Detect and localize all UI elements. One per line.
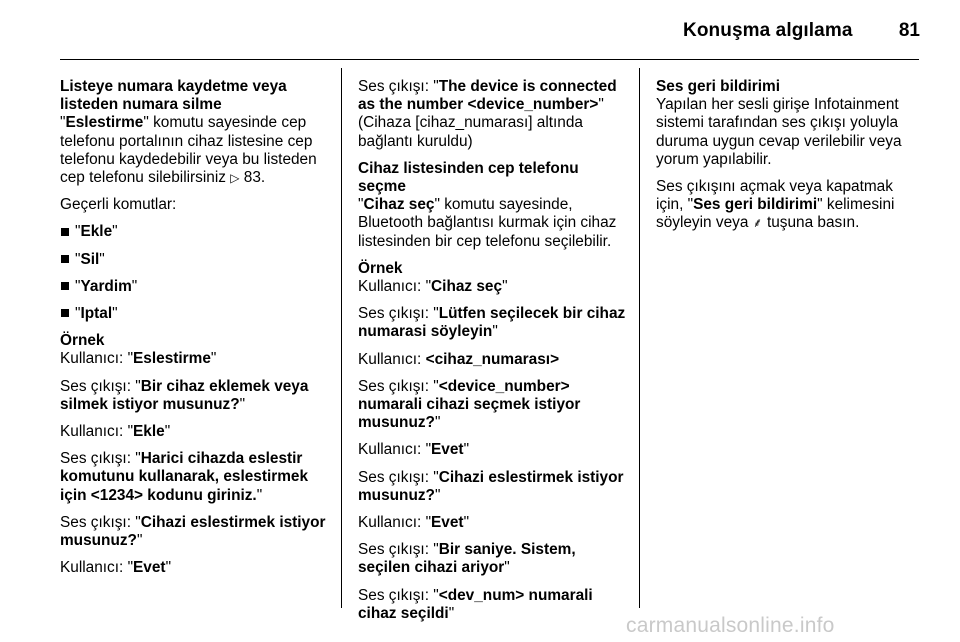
list-item: "Iptal" <box>60 305 328 323</box>
dialog-line: Kullanıcı: "Evet" <box>358 514 470 532</box>
dialog-line: Ses çıkışı: "<dev_num> numarali cihaz seçildi" <box>358 586 593 622</box>
bullet-icon <box>61 309 69 317</box>
column-3 <box>656 78 924 242</box>
section-heading-feedback: Ses geri bildirimi <box>656 78 781 95</box>
dialog-line: Ses çıkışı: "<device_number> numarali cihazi seçmek istiyor musunuz?" <box>358 377 581 432</box>
example-heading: Örnek <box>60 332 105 350</box>
command-eslestirme: Eslestirme <box>65 114 144 132</box>
paragraph-feedback-toggle: Ses çıkışını açmak veya kapatmak için, "Ses geri bildirimi" kelimesini söyleyin veya ⸙ tuşuna basın. <box>656 178 895 232</box>
dialog-line: Ses çıkışı: "The device is connected as the number <device_number>" (Cihaza [cihaz_numarası] altında bağlantı kuruldu) <box>358 78 617 150</box>
column-1 <box>60 78 328 586</box>
section-heading-select: Cihaz listesinden cep telefonu seçme <box>358 159 579 196</box>
paragraph-select: "Cihaz seç" komutu sayesinde, Bluetooth bağlantısı kurmak için cihaz listesinden bir cep telefonu seçilebilir. <box>358 196 617 250</box>
dialog-line: Kullanıcı: "Evet" <box>60 559 172 577</box>
dialog-line: Kullanıcı: "Evet" <box>358 441 470 459</box>
bullet-icon <box>61 228 69 236</box>
dialog-line: Ses çıkışı: "Lütfen seçilecek bir cihaz numarasi söyleyin" <box>358 305 626 341</box>
header-divider <box>60 59 919 60</box>
paragraph-register: "Eslestirme" komutu sayesinde cep telefonu portalının cihaz listesine cep telefonu kaydedebilir veya bu listeden cep telefonu silebilirsiniz ▷ 83. <box>60 114 317 187</box>
column-divider-2 <box>639 68 640 608</box>
column-divider-1 <box>341 68 342 608</box>
dialog-line: Ses çıkışı: "Cihazi eslestirmek istiyor musunuz?" <box>60 513 326 550</box>
watermark: carmanualsonline.info <box>626 614 835 637</box>
column-2 <box>358 78 626 632</box>
valid-commands-label: Geçerli komutlar: <box>60 196 177 214</box>
page-number: 81 <box>898 20 920 41</box>
dialog-line: Kullanıcı: <cihaz_numarası> <box>358 350 560 368</box>
dialog-line: Kullanıcı: "Ekle" <box>60 423 171 441</box>
list-item: "Ekle" <box>60 223 328 241</box>
example-heading: Örnek <box>358 259 403 277</box>
bullet-icon <box>61 255 69 263</box>
command-list <box>60 223 328 323</box>
command-cihaz-sec: Cihaz seç <box>363 196 435 214</box>
list-item: "Sil" <box>60 251 328 269</box>
dialog-line: Kullanıcı: "Eslestirme" <box>60 350 217 368</box>
paragraph-feedback: Yapılan her sesli girişe Infotainment sistemi tarafından ses çıkışı yoluyla duruma uygun cevap verilebilir veya yorum yapılabilir. <box>656 96 902 168</box>
page-ref-arrow-icon: ▷ <box>230 171 240 186</box>
list-item: "Yardim" <box>60 278 328 296</box>
dialog-line: Ses çıkışı: "Bir saniye. Sistem, seçilen cihazi ariyor" <box>358 541 576 577</box>
dialog-line: Ses çıkışı: "Harici cihazda eslestir komutunu kullanarak, eslestirmek için <1234> kodunu giriniz." <box>60 450 309 504</box>
page-header-title: Konuşma algılama <box>683 20 853 41</box>
dialog-line: Ses çıkışı: "Cihazi eslestirmek istiyor musunuz?" <box>358 468 624 504</box>
command-ses-geri-bildirimi: Ses geri bildirimi <box>693 196 818 214</box>
section-heading-register: Listeye numara kaydetme veya listeden numara silme <box>60 78 287 114</box>
dialog-line: Ses çıkışı: "Bir cihaz eklemek veya silmek istiyor musunuz?" <box>60 377 309 413</box>
bullet-icon <box>61 282 69 290</box>
dialog-line: Kullanıcı: "Cihaz seç" <box>358 278 508 296</box>
phone-hook-icon: ⸙ <box>752 215 763 231</box>
